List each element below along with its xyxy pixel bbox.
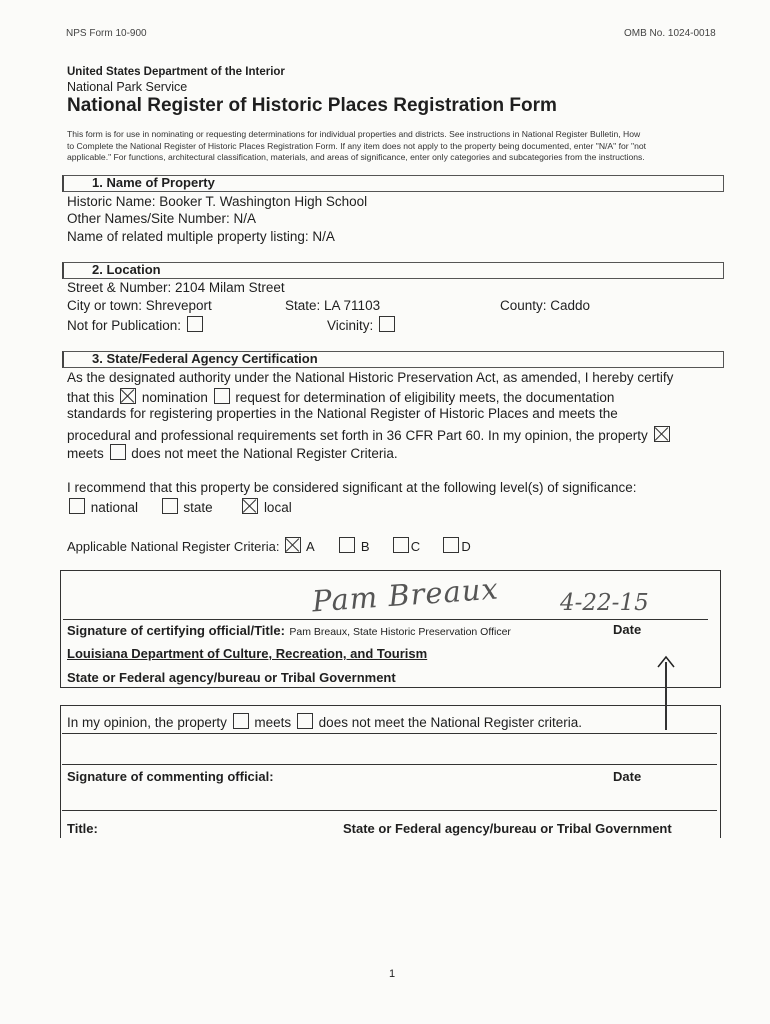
cert-line-3: standards for registering properties in the National Register of Historic Places and meets the [67,406,618,421]
street-address: Street & Number: 2104 Milam Street [67,280,285,295]
property-meets-checkbox[interactable] [654,426,670,442]
signature-box-bottom [60,687,721,688]
not-for-publication-checkbox[interactable] [187,316,203,332]
department: United States Department of the Interior [67,66,285,78]
comment-does-not-meet-checkbox[interactable] [297,713,313,729]
state-checkbox[interactable] [162,498,178,514]
comment-title-line [62,810,717,811]
criterion-a-checkbox[interactable] [285,537,301,553]
other-names: Other Names/Site Number: N/A [67,211,257,226]
criterion-b-checkbox[interactable] [339,537,355,553]
comment-box-top [60,705,721,706]
not-for-publication: Not for Publication: [67,316,205,333]
cert-line-4: procedural and professional requirements set forth in 36 CFR Part 60. In my opinion, the property [67,426,672,443]
section-1-heading: 1. Name of Property [62,175,724,192]
cert-line-1: As the designated authority under the National Historic Preservation Act, as amended, I hereby certify [67,370,674,385]
request-checkbox[interactable] [214,388,230,404]
signature-box-left [60,570,61,688]
vicinity: Vicinity: [327,316,397,333]
comment-signature-line [62,764,717,765]
criterion-c-checkbox[interactable] [393,537,409,553]
property-does-not-meet-checkbox[interactable] [110,444,126,460]
commenting-agency-label: State or Federal agency/bureau or Tribal Government [343,821,672,836]
cert-line-5: meets does not meet the National Register Criteria. [67,446,398,461]
city: City or town: Shreveport [67,298,212,313]
historic-name: Historic Name: Booker T. Washington High School [67,194,368,209]
page-title: National Register of Historic Places Registration Form [67,95,557,116]
signature-box-right [720,570,721,688]
comment-opinion: In my opinion, the property meets does not meet the National Register criteria. [67,715,583,730]
signature-line [63,619,708,620]
department-name: Louisiana Department of Culture, Recreation, and Tourism [67,646,428,661]
comment-box-left [60,705,61,838]
section-2-heading: 2. Location [62,262,724,279]
form-instructions: This form is for use in nominating or requesting determinations for individual properties and districts. See instructions in National Register Bulletin, How to Complete the National Register of Historic Places Registration Form. If any item does not apply to the property being documented, enter "N/A" for "not applicable." For functions, architectural classification, materials, and areas of significance, enter only categories and subcategories from the instructions. [67,129,647,162]
comment-divider-1 [62,733,717,734]
arrow-shaft [665,662,667,730]
related-listing: Name of related multiple property listing: N/A [67,229,335,244]
certifying-signature-label: Signature of certifying official/Title: Pam Breaux, State Historic Preservation Officer [67,623,511,638]
signature-box-top [60,570,721,571]
comment-meets-checkbox[interactable] [233,713,249,729]
nomination-checkbox[interactable] [120,388,136,404]
criterion-d-checkbox[interactable] [443,537,459,553]
criteria-row: Applicable National Register Criteria: A B C D [67,539,471,554]
handwritten-date: 4-22-15 [560,590,649,616]
state: State: LA 71103 [285,298,381,313]
agency: National Park Service [67,80,188,94]
arrow-up-icon [657,655,675,669]
significance-levels: national state local [67,498,292,515]
certifying-agency-label: State or Federal agency/bureau or Tribal Government [67,670,396,685]
national-checkbox[interactable] [69,498,85,514]
commenting-date-label: Date [613,769,642,784]
commenting-signature-label: Signature of commenting official: [67,769,274,784]
county: County: Caddo [500,298,591,313]
certifying-date-label: Date [613,622,642,637]
cert-line-2: that this nomination request for determination of eligibility meets, the documentation [67,390,615,405]
recommend-text: I recommend that this property be considered significant at the following level(s) of significance: [67,480,637,495]
vicinity-checkbox[interactable] [379,316,395,332]
comment-box-right [720,705,721,838]
section-3-heading: 3. State/Federal Agency Certification [62,351,724,368]
omb-number: OMB No. 1024-0018 [624,28,716,39]
handwritten-signature: Pam Breaux [311,571,500,619]
page-number: 1 [389,968,396,980]
local-checkbox[interactable] [242,498,258,514]
form-number: NPS Form 10-900 [66,28,147,39]
title-label: Title: [67,821,98,836]
